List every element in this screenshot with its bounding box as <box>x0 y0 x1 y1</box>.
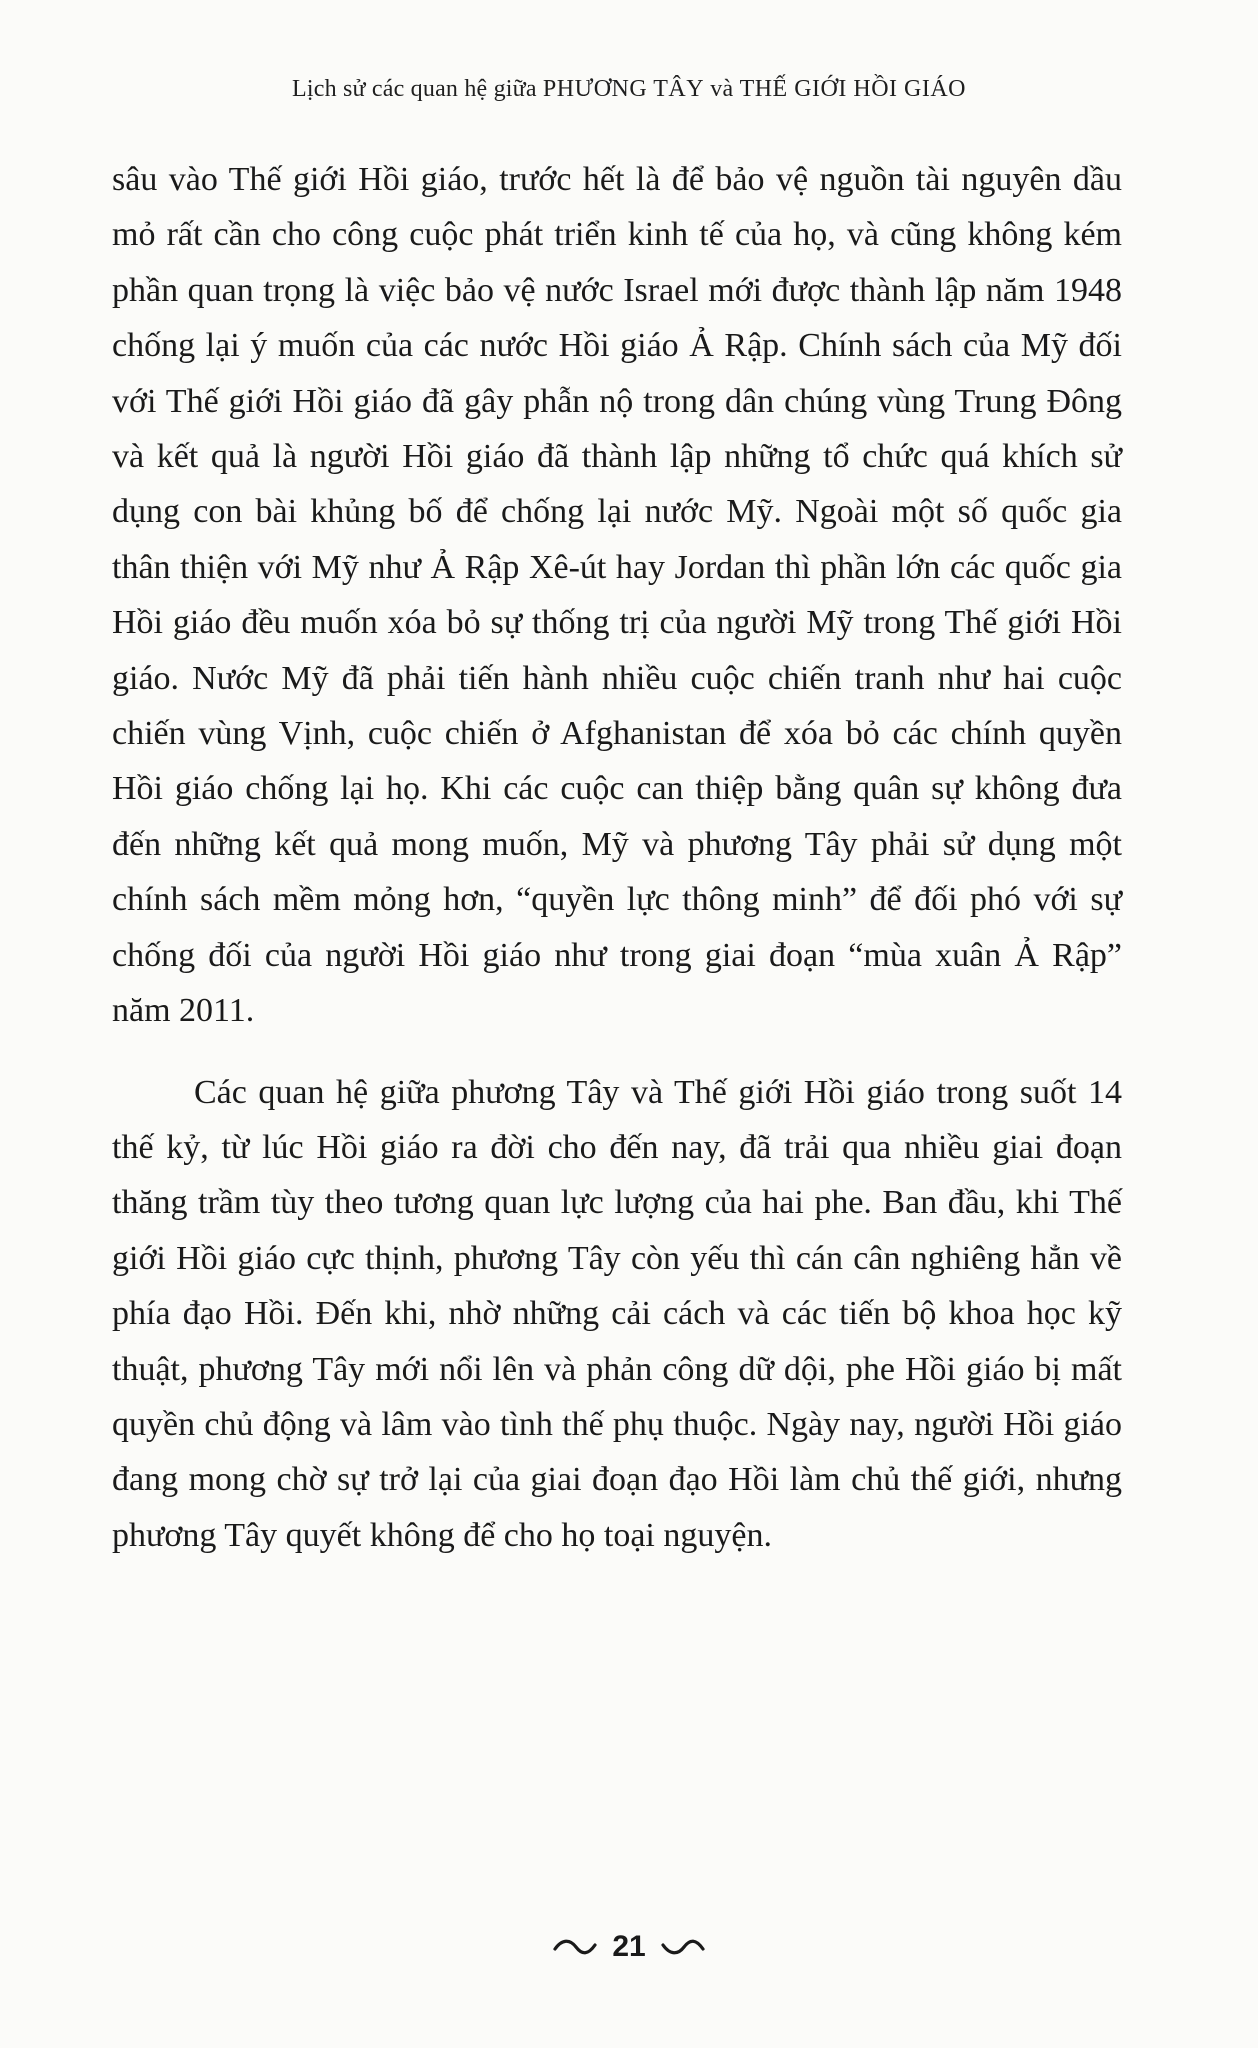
page-number: 21 <box>612 1930 646 1963</box>
left-swash-ornament <box>552 1937 598 1957</box>
header-islam: THẾ GIỚI HỒI GIÁO <box>739 76 967 102</box>
paragraph-2: Các quan hệ giữa phương Tây và Thế giới Hồi giáo trong suốt 14 thế kỷ, từ lúc Hồi giáo ra đời cho đến nay, đã trải qua nhiều giai đoạn thăng trầm tùy theo tương quan lực lượng của hai phe. Ban đầu, khi Thế giới Hồi giáo cực thịnh, phương Tây còn yếu thì cán cân nghiêng hẳn về phía đạo Hồi. Đến khi, nhờ những cải cách và các tiến bộ khoa học kỹ thuật, phương Tây mới nổi lên và phản công dữ dội, phe Hồi giáo bị mất quyền chủ động và lâm vào tình thế phụ thuộc. Ngày nay, người Hồi giáo đang mong chờ sự trở lại của giai đoạn đạo Hồi làm chủ thế giới, nhưng phương Tây quyết không để cho họ toại nguyện. <box>112 1073 1122 1554</box>
page-footer <box>0 1930 1258 1964</box>
paragraph-1: sâu vào Thế giới Hồi giáo, trước hết là để bảo vệ nguồn tài nguyên dầu mỏ rất cần cho công cuộc phát triển kinh tế của họ, và cũng không kém phần quan trọng là việc bảo vệ nước Israel mới được thành lập năm 1948 chống lại ý muốn của các nước Hồi giáo Ả Rập. Chính sách của Mỹ đối với Thế giới Hồi giáo đã gây phẫn nộ trong dân chúng vùng Trung Đông và kết quả là người Hồi giáo đã thành lập những tổ chức quá khích sử dụng con bài khủng bố để chống lại nước Mỹ. Ngoài một số quốc gia thân thiện với Mỹ như Ả Rập Xê-út hay Jordan thì phần lớn các quốc gia Hồi giáo đều muốn xóa bỏ sự thống trị của người Mỹ trong Thế giới Hồi giáo. Nước Mỹ đã phải tiến hành nhiều cuộc chiến tranh như hai cuộc chiến vùng Vịnh, cuộc chiến ở Afghanistan để xóa bỏ các chính quyền Hồi giáo chống lại họ. Khi các cuộc can thiệp bằng quân sự không đưa đến những kết quả mong muốn, Mỹ và phương Tây phải sử dụng một chính sách mềm mỏng hơn, “quyền lực thông minh” để đối phó với sự chống đối của người Hồi giáo như trong giai đoạn “mùa xuân Ả Rập” năm 2011. <box>112 161 1122 1030</box>
right-swash-ornament <box>660 1937 706 1957</box>
body-text <box>112 152 1122 1563</box>
header-west: PHƯƠNG TÂY <box>542 76 705 102</box>
running-header <box>0 76 1258 103</box>
header-prefix: Lịch sử các quan hệ giữa <box>291 76 537 102</box>
header-conj: và <box>710 76 734 102</box>
